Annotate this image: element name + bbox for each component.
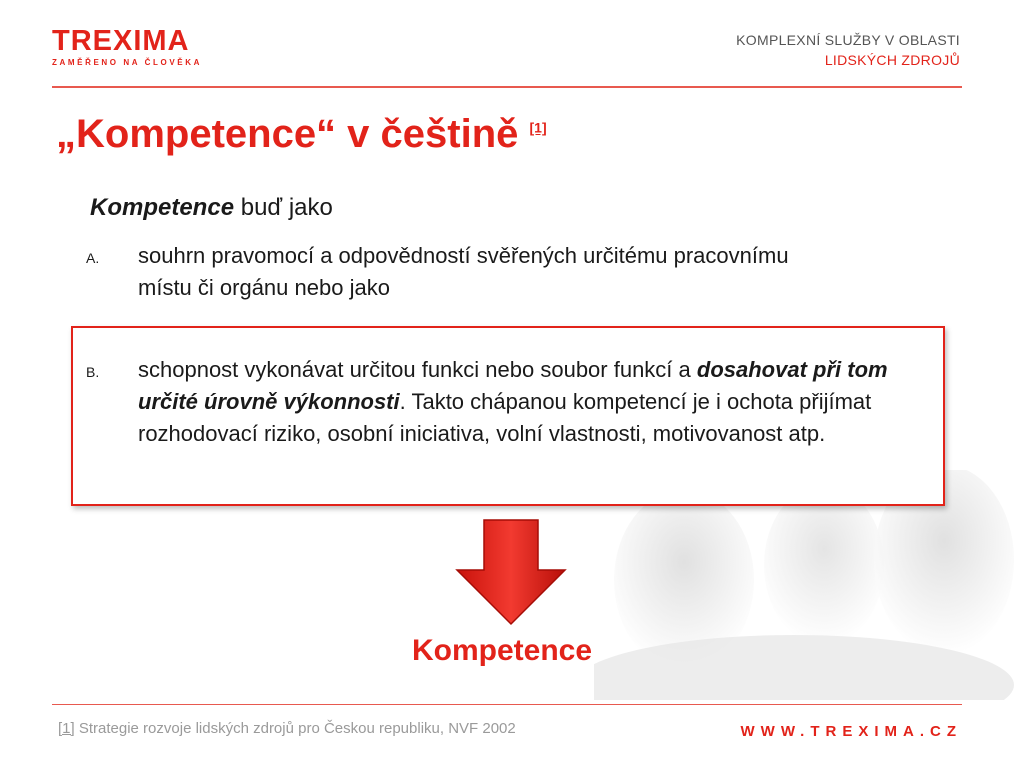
list-marker-b: B. (86, 364, 100, 380)
intro-keyword: Kompetence (90, 194, 235, 221)
website-link[interactable]: WWW.TREXIMA.CZ (740, 723, 962, 740)
slogan-line-1: KOMPLEXNÍ SLUŽBY V OBLASTI (736, 32, 960, 48)
footnote (58, 720, 516, 737)
intro-text: buď jako (234, 194, 333, 221)
title-text: „Kompetence“ v češtině (56, 112, 519, 156)
list-marker-a: A. (86, 250, 100, 266)
footnote-text: Strategie rozvoje lidských zdrojů pro Českou republiku, NVF 2002 (74, 720, 516, 737)
title-reference-link[interactable]: [1] (529, 119, 547, 136)
slide-title (56, 112, 547, 157)
list-item-a-text: souhrn pravomocí a odpovědností svěřených určitému pracovnímu místu či orgánu nebo jako (138, 243, 789, 300)
list-item-b-text (138, 354, 906, 450)
list-item-a (86, 240, 846, 304)
logo-tagline: ZAMĚŘENO NA ČLOVĚKA (52, 58, 202, 67)
header-slogan (736, 30, 960, 70)
footer-divider (52, 704, 962, 705)
item-b-text-1: schopnost vykonávat určitou funkci nebo soubor funkcí a (138, 357, 697, 382)
list-item-b (86, 354, 906, 450)
conclusion-label: Kompetence (412, 634, 593, 667)
logo-name: TREXIMA (52, 25, 190, 57)
slogan-line-2: LIDSKÝCH ZDROJŮ (824, 52, 960, 68)
item-b-emphasis: dosahovat při tom určité úrovně výkonnosti (138, 357, 888, 414)
item-b-text-2: . Takto chápanou kompetencí je i ochota přijímat rozhodovací riziko, osobní iniciativa, volní vlastnosti, motivovanost atp. (138, 389, 872, 446)
trexima-logo (52, 26, 202, 67)
down-arrow-icon (455, 518, 567, 626)
intro-line (90, 194, 333, 222)
header-divider (52, 86, 962, 88)
footnote-reference[interactable]: [1] (58, 720, 75, 737)
